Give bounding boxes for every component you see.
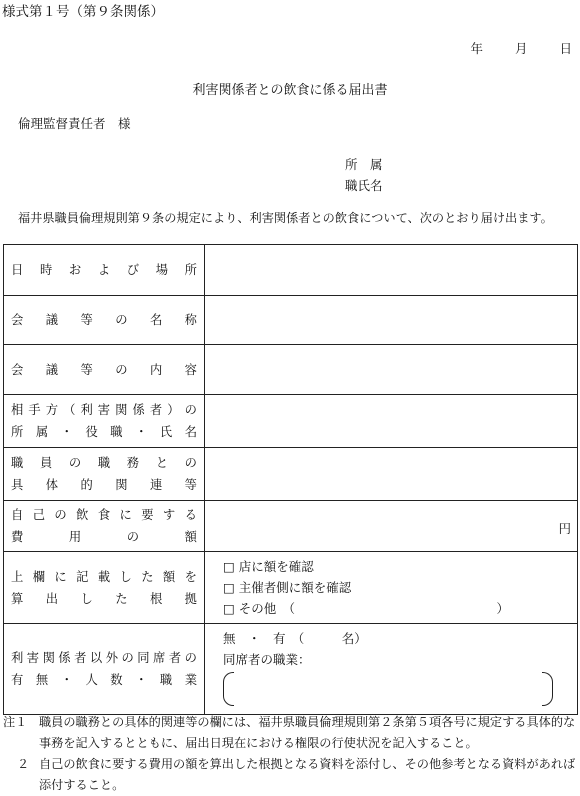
- form-number: 様式第１号（第９条関係）: [2, 4, 164, 20]
- checkbox-store-confirm[interactable]: □ 店に額を確認: [223, 559, 314, 574]
- row-label-text: 職 員 の 職 務 と の: [11, 456, 197, 470]
- notes: [3, 712, 578, 796]
- note-item: [3, 712, 578, 754]
- note-number: ２: [17, 757, 30, 771]
- table-row: [4, 552, 578, 624]
- row-label: [4, 552, 205, 624]
- row-label-text: 費 用 の 額: [11, 530, 197, 544]
- row-label-text: 所 属 ・ 役 職 ・ 氏 名: [11, 425, 197, 439]
- cost-field[interactable]: [205, 501, 578, 552]
- document-title: 利害関係者との飲食に係る届出書: [192, 83, 388, 98]
- checkbox-other[interactable]: [223, 598, 559, 619]
- row-label-text: 会 議 等 の 内 容: [11, 362, 197, 377]
- table-row: [4, 448, 578, 501]
- table-row: [4, 245, 578, 296]
- table-row: [4, 501, 578, 552]
- table-row: [4, 395, 578, 448]
- counterpart-field[interactable]: [205, 395, 578, 448]
- row-label-text: 自 己 の 飲 食 に 要 す る: [11, 508, 197, 522]
- row-label-text: 会 議 等 の 名 称: [11, 313, 197, 327]
- attendee-presence[interactable]: 無 ・ 有 （ 名）: [223, 631, 367, 646]
- row-label-text: 相 手 方 （ 利 害 関 係 者 ） の: [11, 403, 197, 417]
- row-label: [4, 395, 205, 448]
- affiliation-label: 所 属: [345, 157, 383, 172]
- row-label-text: 日 時 お よ び 場 所: [11, 263, 197, 277]
- row-label-text: 有 無 ・ 人 数 ・ 職 業: [11, 673, 197, 687]
- row-label: [4, 245, 205, 296]
- row-label: [4, 448, 205, 501]
- occupation-input[interactable]: [223, 672, 553, 706]
- addressee: 倫理監督責任者 様: [18, 116, 131, 131]
- checkbox-other-label: □ その他 （: [223, 601, 296, 616]
- note-item: [3, 754, 578, 796]
- note-number: 注１: [3, 715, 28, 729]
- row-label-text: 上 欄 に 記 載 し た 額 を: [11, 569, 197, 584]
- row-label: [4, 296, 205, 345]
- row-label-text: 具 体 的 関 連 等: [11, 478, 197, 492]
- note-text: 職員の職務との具体的関連等の欄には、福井県職員倫理規則第２条第５項各号に規定する具体的な事務を記入するとともに、届出日現在における権限の行使状況を記入すること。: [39, 715, 576, 750]
- datetime-place-field[interactable]: [205, 245, 578, 296]
- close-paren: ）: [496, 601, 509, 616]
- table-row: [4, 624, 578, 715]
- row-label-text: 算 出 し た 根 拠: [11, 591, 197, 606]
- table-row: [4, 345, 578, 395]
- meeting-content-field[interactable]: [205, 345, 578, 395]
- staff-name-label: 職氏名: [345, 178, 383, 193]
- calculation-basis-field: [205, 552, 578, 624]
- occupation-label: 同席者の職業：: [223, 652, 311, 667]
- report-table: [3, 244, 578, 715]
- attendees-field: [205, 624, 578, 715]
- row-label: [4, 501, 205, 552]
- table-row: [4, 296, 578, 345]
- year-label: 年: [470, 41, 483, 56]
- yen-unit: 円: [558, 521, 571, 536]
- intro-text: 福井県職員倫理規則第９条の規定により、利害関係者との飲食について、次のとおり届け出ます。: [18, 211, 553, 225]
- duty-relation-field[interactable]: [205, 448, 578, 501]
- row-label: [4, 624, 205, 715]
- month-label: 月: [514, 41, 528, 56]
- note-text: 自己の飲食に要する費用の額を算出した根拠となる資料を添付し、その他参考となる資料があれば添付すること。: [39, 757, 576, 792]
- date-line: [442, 39, 572, 57]
- day-label: 日: [559, 41, 572, 56]
- meeting-name-field[interactable]: [205, 296, 578, 345]
- row-label-text: 利 害 関 係 者 以 外 の 同 席 者 の: [11, 651, 197, 665]
- checkbox-organizer-confirm[interactable]: □ 主催者側に額を確認: [223, 580, 352, 595]
- row-label: [4, 345, 205, 395]
